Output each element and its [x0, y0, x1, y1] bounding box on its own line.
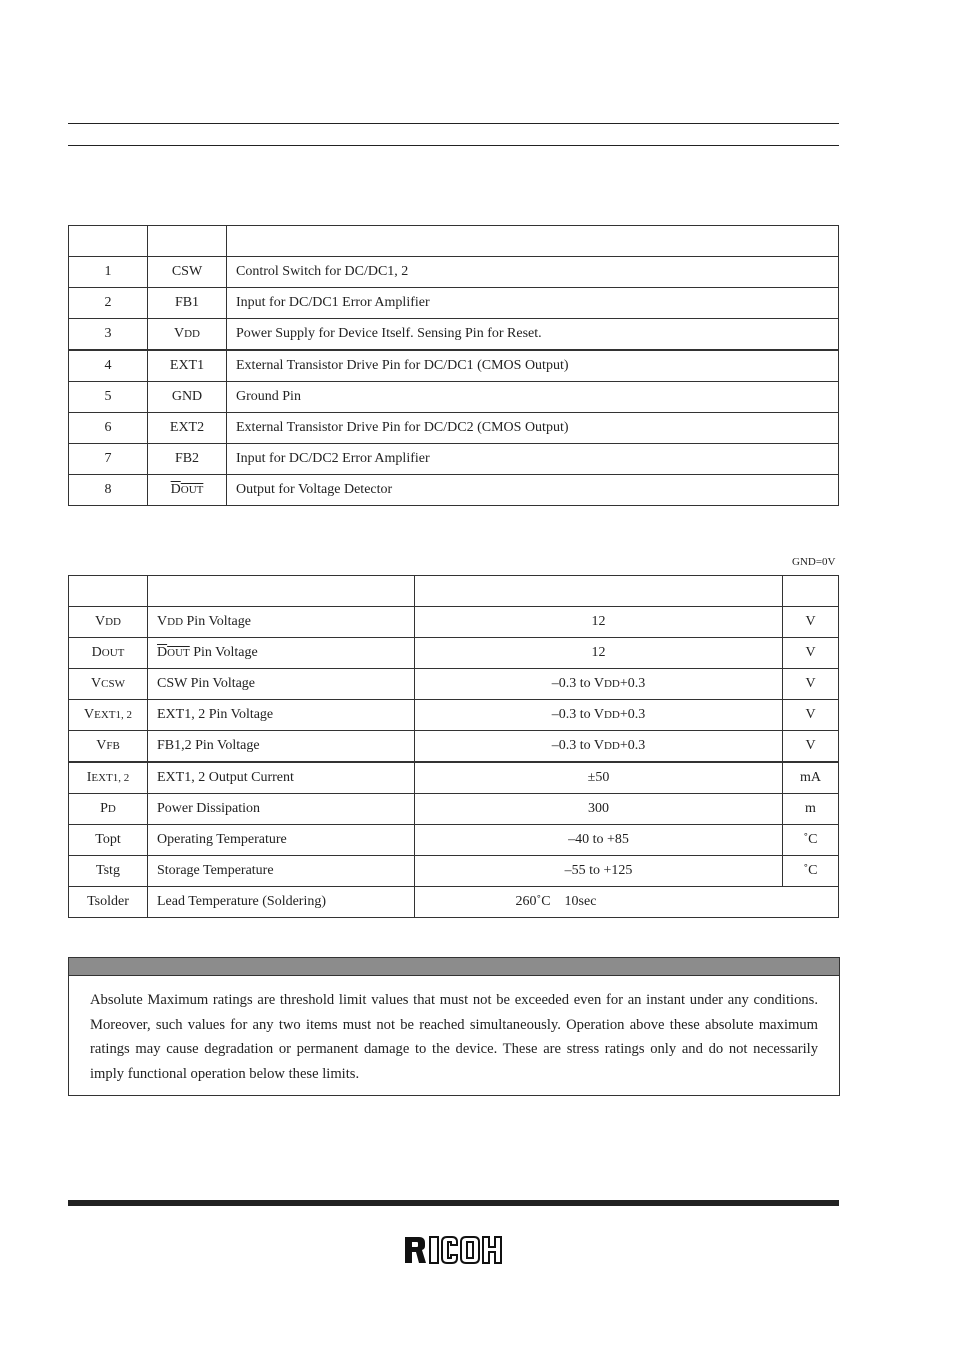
rating-value: –55 to +125 [415, 856, 783, 887]
value-sub: DD [603, 709, 620, 721]
header-rule-bottom [68, 145, 839, 146]
pin-no: 1 [69, 257, 148, 288]
symbol-main: V [94, 614, 106, 629]
symbol-main: P [100, 801, 108, 816]
ricoh-logo [404, 1236, 504, 1264]
rating-unit: V [783, 607, 839, 638]
rating-unit: V [783, 700, 839, 731]
absolute-maximum-ratings-table [68, 575, 839, 918]
symbol-sub: DD [184, 328, 200, 340]
table-row [69, 887, 839, 918]
value-pre: –0.3 to V [551, 676, 604, 691]
pin-no: 7 [69, 444, 148, 475]
pin-symbol: EXT1 [148, 350, 227, 382]
ratings-header-row [69, 576, 839, 607]
table-row [69, 257, 839, 288]
table-row [69, 288, 839, 319]
pin-symbol: CSW [148, 257, 227, 288]
pin-header-no [69, 226, 148, 257]
rating-item: CSW Pin Voltage [148, 669, 415, 700]
rating-value [415, 887, 839, 918]
table-row [69, 825, 839, 856]
value-sub: DD [603, 678, 620, 690]
rating-value [415, 731, 783, 763]
item-sub: OUT [167, 647, 190, 659]
pin-description: Control Switch for DC/DC1, 2 [227, 257, 839, 288]
table-row [69, 475, 839, 506]
pin-description: Output for Voltage Detector [227, 475, 839, 506]
pin-table-header-row [69, 226, 839, 257]
value-post: +0.3 [619, 738, 646, 753]
item-overlined [157, 645, 190, 660]
rating-symbol [69, 700, 148, 731]
rating-unit: ˚C [783, 825, 839, 856]
table-row [69, 607, 839, 638]
item-rest: Pin Voltage [183, 614, 251, 629]
pin-no: 6 [69, 413, 148, 444]
pin-no: 2 [69, 288, 148, 319]
rating-item: FB1,2 Pin Voltage [148, 731, 415, 763]
pin-symbol [148, 475, 227, 506]
symbol-main: V [91, 676, 102, 691]
table-row [69, 700, 839, 731]
table-row [69, 794, 839, 825]
pin-no: 5 [69, 382, 148, 413]
value-sub: DD [603, 740, 620, 752]
notice-header-bar [69, 958, 839, 976]
rating-value: ±50 [415, 762, 783, 794]
pin-description: Input for DC/DC1 Error Amplifier [227, 288, 839, 319]
value-post: +0.3 [619, 676, 646, 691]
rating-unit: m [783, 794, 839, 825]
table-row [69, 638, 839, 669]
symbol-main: V [173, 326, 185, 341]
pin-header-description [227, 226, 839, 257]
rating-value: 12 [415, 607, 783, 638]
table-row [69, 762, 839, 794]
ground-reference-note: GND=0V [792, 556, 836, 568]
rating-unit: V [783, 731, 839, 763]
rating-unit: V [783, 669, 839, 700]
ratings-header-cell [69, 576, 148, 607]
item-sub: DD [167, 616, 184, 628]
table-row [69, 413, 839, 444]
pin-description: External Transistor Drive Pin for DC/DC1 (CMOS Output) [227, 350, 839, 382]
rating-value: 12 [415, 638, 783, 669]
symbol-sub: FB [106, 740, 120, 752]
rating-unit: ˚C [783, 856, 839, 887]
symbol-main: I [86, 770, 92, 785]
rating-symbol: Topt [69, 825, 148, 856]
item-rest: Pin Voltage [189, 645, 258, 660]
rating-item: EXT1, 2 Pin Voltage [148, 700, 415, 731]
pin-description: Input for DC/DC2 Error Amplifier [227, 444, 839, 475]
header-rule-top [68, 123, 839, 124]
value-post: +0.3 [619, 707, 646, 722]
rating-unit: mA [783, 762, 839, 794]
rating-symbol: Tsolder [69, 887, 148, 918]
table-row [69, 444, 839, 475]
pin-symbol: GND [148, 382, 227, 413]
rating-item: Power Dissipation [148, 794, 415, 825]
rating-item: EXT1, 2 Output Current [148, 762, 415, 794]
rating-item: Storage Temperature [148, 856, 415, 887]
value-text: 260˚C 10sec [515, 894, 597, 909]
ricoh-logo-mark [404, 1236, 504, 1264]
pin-description-table [68, 225, 839, 506]
symbol-sub: EXT1, 2 [94, 709, 132, 721]
symbol-main: V [96, 738, 107, 753]
absolute-maximum-notice [68, 957, 840, 1096]
symbol-sub: CSW [101, 678, 125, 690]
pin-symbol [148, 319, 227, 351]
pin-symbol: FB1 [148, 288, 227, 319]
rating-value: 300 [415, 794, 783, 825]
pin-description: Ground Pin [227, 382, 839, 413]
rating-item: Lead Temperature (Soldering) [148, 887, 415, 918]
rating-item [148, 638, 415, 669]
symbol-sub: OUT [180, 484, 204, 496]
pin-no: 4 [69, 350, 148, 382]
symbol-main: D [170, 482, 181, 497]
rating-item [148, 607, 415, 638]
symbol-overlined [171, 482, 204, 497]
rating-value [415, 669, 783, 700]
ratings-header-cell [415, 576, 783, 607]
rating-symbol [69, 794, 148, 825]
rating-symbol [69, 669, 148, 700]
rating-symbol [69, 638, 148, 669]
rating-symbol [69, 607, 148, 638]
item-main: D [157, 645, 168, 660]
item-main: V [157, 614, 168, 629]
table-row [69, 319, 839, 351]
symbol-sub: D [107, 803, 116, 815]
pin-no: 8 [69, 475, 148, 506]
value-pre: –0.3 to V [551, 707, 604, 722]
notice-text: Absolute Maximum ratings are threshold limit values that must not be exceeded even for an instant under any conditions. Moreover, such values for any two items must not be reached simultaneously. Operation above these absolute maximum ratings may cause degradation or permanent damage to the device. These are stress ratings only and do not necessarily imply functional operation below these limits. [90, 992, 818, 1082]
table-row [69, 382, 839, 413]
pin-no: 3 [69, 319, 148, 351]
pin-symbol: FB2 [148, 444, 227, 475]
rating-symbol [69, 762, 148, 794]
rating-symbol: Tstg [69, 856, 148, 887]
ratings-header-cell [148, 576, 415, 607]
rating-item: Operating Temperature [148, 825, 415, 856]
table-row [69, 856, 839, 887]
table-row [69, 731, 839, 763]
rating-symbol [69, 731, 148, 763]
pin-description: External Transistor Drive Pin for DC/DC2 (CMOS Output) [227, 413, 839, 444]
symbol-sub: DD [105, 616, 121, 628]
footer-rule [68, 1200, 839, 1206]
pin-description: Power Supply for Device Itself. Sensing Pin for Reset. [227, 319, 839, 351]
symbol-sub: OUT [101, 647, 125, 659]
table-row [69, 669, 839, 700]
ratings-header-cell [783, 576, 839, 607]
pin-header-symbol [148, 226, 227, 257]
symbol-main: D [91, 645, 102, 660]
pin-symbol: EXT2 [148, 413, 227, 444]
symbol-sub: EXT1, 2 [91, 772, 130, 784]
rating-unit: V [783, 638, 839, 669]
rating-value [415, 700, 783, 731]
value-pre: –0.3 to V [551, 738, 604, 753]
symbol-main: V [83, 707, 95, 722]
table-row [69, 350, 839, 382]
rating-value: –40 to +85 [415, 825, 783, 856]
